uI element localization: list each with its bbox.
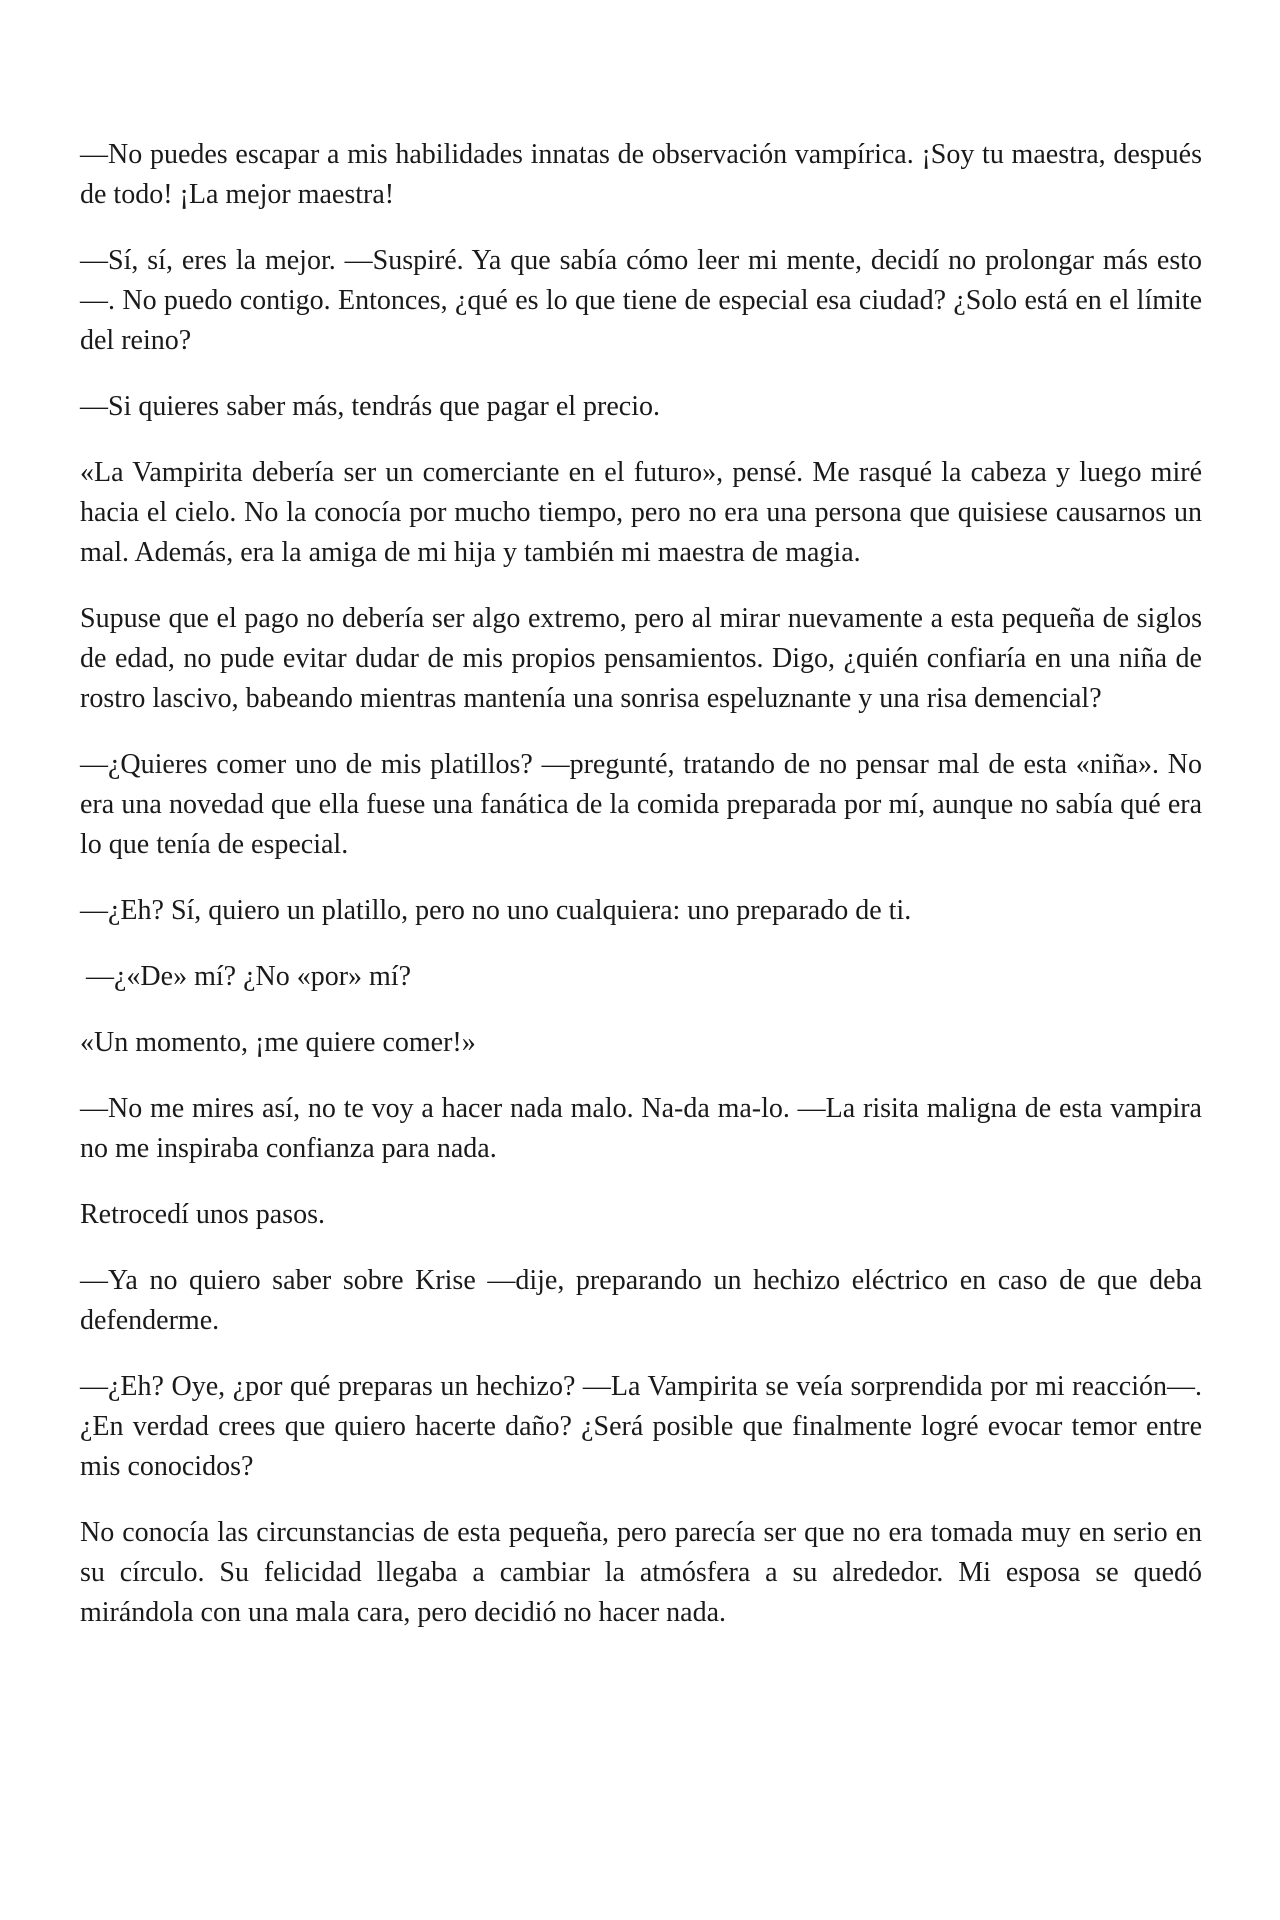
paragraph-6: —¿Quieres comer uno de mis platillos? —pregunté, tratando de no pensar mal de esta «niña». No era una novedad que ella fuese una fanática de la comida preparada por mí, aunque no sabía qué era lo que tenía de especial. xyxy=(80,749,1202,860)
paragraph-2: —Sí, sí, eres la mejor. —Suspiré. Ya que sabía cómo leer mi mente, decidí no prolongar más esto—. No puedo contigo. Entonces, ¿qué es lo que tiene de especial esa ciudad? ¿Solo está en el límite del reino? xyxy=(80,245,1202,356)
paragraph-14: No conocía las circunstancias de esta pequeña, pero parecía ser que no era tomada muy en serio en su círculo. Su felicidad llegaba a cambiar la atmósfera a su alrededor. Mi esposa se quedó mirándola con una mala cara, pero decidió no hacer nada. xyxy=(80,1517,1202,1628)
paragraph-5: Supuse que el pago no debería ser algo extremo, pero al mirar nuevamente a esta pequeña de siglos de edad, no pude evitar dudar de mis propios pensamientos. Digo, ¿quién confiaría en una niña de rostro lascivo, babeando mientras mantenía una sonrisa espeluznante y una risa demencial? xyxy=(80,603,1202,714)
paragraph-13: —¿Eh? Oye, ¿por qué preparas un hechizo? —La Vampirita se veía sorprendida por mi reacción—. ¿En verdad crees que quiero hacerte daño? ¿Será posible que finalmente logré evocar temor entre mis conocidos? xyxy=(80,1371,1202,1482)
paragraph-11: Retrocedí unos pasos. xyxy=(80,1199,325,1230)
paragraph-9: «Un momento, ¡me quiere comer!» xyxy=(80,1027,476,1058)
document-page xyxy=(80,135,1202,1659)
paragraph-1: —No puedes escapar a mis habilidades innatas de observación vampírica. ¡Soy tu maestra, después de todo! ¡La mejor maestra! xyxy=(80,139,1202,210)
paragraph-8: —¿«De» mí? ¿No «por» mí? xyxy=(86,961,412,992)
paragraph-10: —No me mires así, no te voy a hacer nada malo. Na-da ma-lo. —La risita maligna de esta vampira no me inspiraba confianza para nada. xyxy=(80,1093,1202,1164)
paragraph-3: —Si quieres saber más, tendrás que pagar el precio. xyxy=(80,391,661,422)
paragraph-4: «La Vampirita debería ser un comerciante en el futuro», pensé. Me rasqué la cabeza y luego miré hacia el cielo. No la conocía por mucho tiempo, pero no era una persona que quisiese causarnos un mal. Además, era la amiga de mi hija y también mi maestra de magia. xyxy=(80,457,1202,568)
paragraph-12: —Ya no quiero saber sobre Krise —dije, preparando un hechizo eléctrico en caso de que deba defenderme. xyxy=(80,1265,1202,1336)
paragraph-7: —¿Eh? Sí, quiero un platillo, pero no uno cualquiera: uno preparado de ti. xyxy=(80,895,912,926)
